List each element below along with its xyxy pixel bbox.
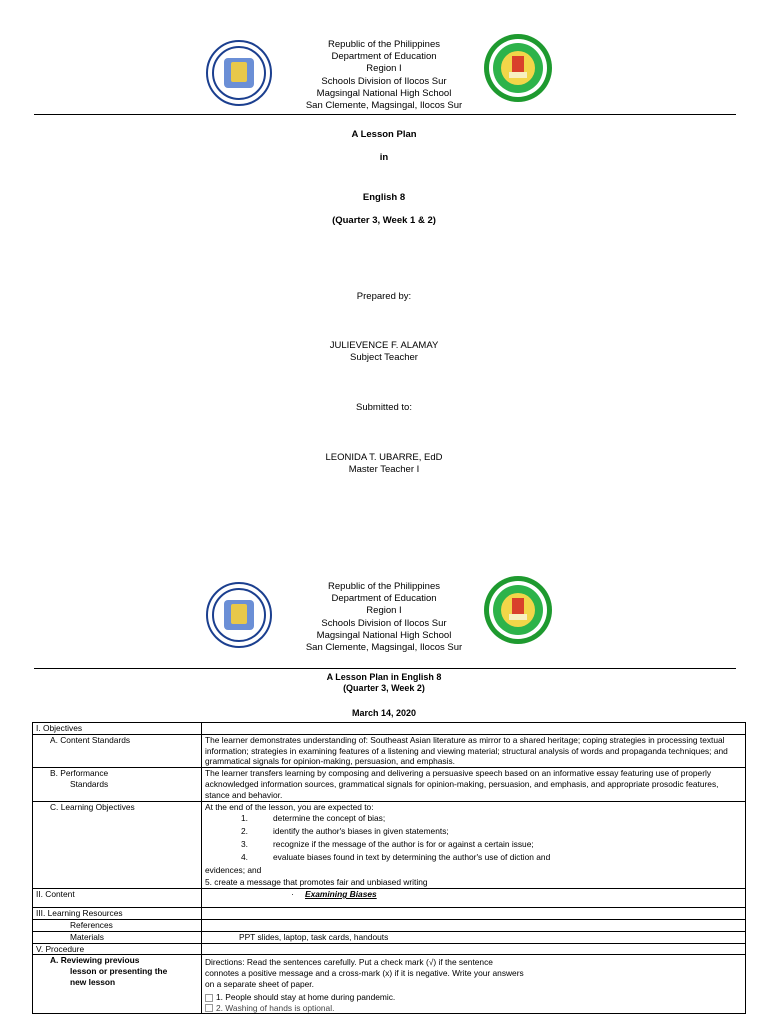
deped-seal [206,40,272,106]
review-label-cont: new lesson [70,976,116,987]
list-item: 1. determine the concept of bias; [241,813,386,824]
materials-text: PPT slides, laptop, task cards, handouts [239,931,389,942]
school-seal [484,576,552,644]
review-directions: connotes a positive message and a cross-mark (x) if it is negative. Write your answers [205,968,524,979]
references-label: References [70,919,113,930]
reviewer-role: Master Teacher I [348,464,420,475]
checkbox-icon [205,1004,213,1012]
list-item: 1. People should stay at home during pandemic. [205,992,742,1003]
prepared-by-label: Prepared by: [356,291,412,302]
teacher-role: Subject Teacher [350,352,418,363]
submitted-to-label: Submitted to: [356,402,412,413]
list-item: 5. create a message that promotes fair and unbiased writing [205,877,428,888]
header-line: Department of Education [331,593,437,605]
procedure-label: V. Procedure [33,943,202,955]
header-line: Magsingal National High School [316,629,452,641]
learning-objectives-cont: evidences; and [205,864,262,875]
lesson-plan-table [32,722,746,1014]
header-line: Region I [366,605,402,617]
reviewer-name: LEONIDA T. UBARRE, EdD [325,452,443,463]
table-row [33,734,746,767]
review-directions: on a separate sheet of paper. [205,978,314,989]
empty-cell [202,908,746,920]
table-row [33,723,746,735]
table-row [33,908,746,920]
page2-header [284,581,484,654]
review-directions: Directions: Read the sentences carefully. Put a check mark (√) if the sentence [205,957,493,968]
cover-in: in [379,152,389,163]
plan-title: A Lesson Plan in English 8 [326,672,442,682]
performance-standards-text: The learner transfers learning by composing and delivering a persuasive speech based on an informative essay featuring use of properly acknowledged information sources, grammatical signals for opinion-making, persuasion, and emphasis, and appropriate prosodic features, stance and behavior. [202,768,746,801]
header-line: San Clemente, Magsingal, Ilocos Sur [305,100,463,112]
content-standards-text: The learner demonstrates understanding of: Southeast Asian literature as mirror to a shared heritage; coping strategies in processing textual information; strategies in examining features of a listening and viewing material; structural analysis of words and propaganda techniques; and grammatical signals for opinion-making, persuasion, and emphasis. [202,734,746,767]
content-standards-label: A. Content Standards [50,734,131,745]
list-item: 3. recognize if the message of the author is for or against a certain issue; [241,838,534,849]
performance-standards-label-cont: Standards [70,778,109,789]
cover-subject: English 8 [362,192,406,203]
cover-quarter: (Quarter 3, Week 1 & 2) [332,215,436,226]
header-line: San Clemente, Magsingal, Ilocos Sur [305,642,463,654]
table-row [33,801,746,889]
teacher-name: JULIEVENCE F. ALAMAY [329,340,439,351]
header-line: Schools Division of Ilocos Sur [321,617,447,629]
content-label: II. Content [33,889,202,908]
cover-header [284,39,484,112]
learning-objectives-intro: At the end of the lesson, you are expected to: [205,801,374,812]
table-row [33,943,746,955]
plan-date: March 14, 2020 [351,708,417,718]
empty-cell [202,723,746,735]
performance-standards-label: B. Performance [50,768,109,779]
content-topic: Examining Biases [305,889,377,900]
cover-title: A Lesson Plan [351,129,417,140]
resources-label: III. Learning Resources [33,908,202,920]
header-divider [34,668,736,669]
review-label: A. Reviewing previous [50,955,140,966]
list-item: 2. Washing of hands is optional. [205,1003,742,1014]
header-divider [34,114,736,115]
table-row [33,955,746,1014]
objectives-label: I. Objectives [33,723,202,735]
header-line: Magsingal National High School [316,87,452,99]
plan-quarter: (Quarter 3, Week 2) [343,683,425,693]
deped-seal [206,582,272,648]
header-line: Republic of the Philippines [328,581,440,592]
header-line: Department of Education [331,51,437,63]
table-row [33,768,746,801]
table-row [33,889,746,908]
learning-objectives-label: C. Learning Objectives [50,801,135,812]
header-line: Region I [366,63,402,75]
table-row [33,919,746,931]
list-item: 4. evaluate biases found in text by determining the author's use of diction and [241,851,551,862]
empty-cell [202,919,746,931]
list-item: 2. identify the author's biases in given statements; [241,826,449,837]
materials-label: Materials [70,931,104,942]
review-label-cont: lesson or presenting the [70,966,168,977]
checkbox-icon [205,994,213,1002]
school-seal [484,34,552,102]
header-line: Schools Division of Ilocos Sur [321,75,447,87]
header-line: Republic of the Philippines [328,39,440,50]
empty-cell [202,943,746,955]
bullet: · [291,889,294,900]
table-row [33,931,746,943]
